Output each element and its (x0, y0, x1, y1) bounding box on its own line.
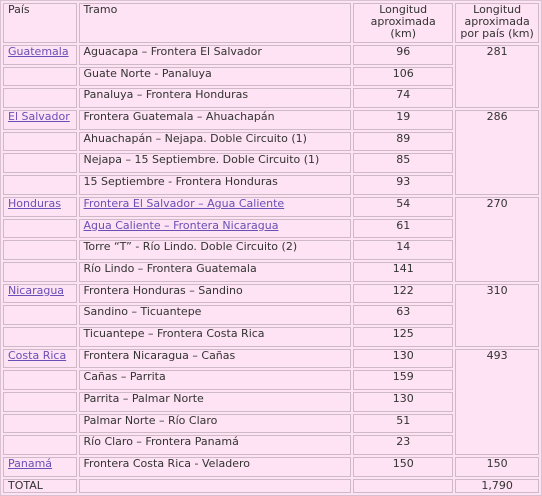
longitud-cell: 51 (353, 414, 453, 434)
table-body (3, 45, 539, 477)
tramo-cell (79, 197, 352, 217)
total-row (3, 479, 539, 493)
country-link[interactable]: Costa Rica (8, 348, 67, 362)
tramo-cell: Ticuantepe – Frontera Costa Rica (79, 327, 352, 347)
country-total-cell: 270 (455, 197, 539, 282)
country-cell-empty (3, 88, 77, 108)
grand-total: 1,790 (455, 479, 539, 493)
tramo-cell: Palmar Norte – Río Claro (79, 414, 352, 434)
country-total-cell: 286 (455, 110, 539, 195)
tramo-cell: Ahuachapán – Nejapa. Doble Circuito (1) (79, 132, 352, 152)
country-cell (3, 45, 77, 65)
country-cell-empty (3, 305, 77, 325)
longitud-cell: 96 (353, 45, 453, 65)
tramo-cell: Parrita – Palmar Norte (79, 392, 352, 412)
longitud-cell: 89 (353, 132, 453, 152)
country-link[interactable]: Guatemala (8, 45, 69, 58)
table-row (3, 457, 539, 477)
tramo-cell: Río Claro – Frontera Panamá (79, 435, 352, 455)
country-total-cell: 281 (455, 45, 539, 108)
country-total-cell: 493 (455, 349, 539, 455)
country-cell-empty (3, 327, 77, 347)
longitud-cell: 130 (353, 392, 453, 412)
longitud-cell: 122 (353, 284, 453, 304)
country-cell-empty (3, 370, 77, 390)
tramo-cell: Frontera Guatemala – Ahuachapán (79, 110, 352, 130)
tramo-link[interactable]: Frontera El Salvador – Agua Caliente (83, 196, 285, 210)
longitud-cell: 93 (353, 175, 453, 195)
country-cell (3, 349, 77, 369)
tramo-cell: Frontera Costa Rica - Veladero (79, 457, 352, 477)
tramo-cell: Sandino – Ticuantepe (79, 305, 352, 325)
longitud-cell: 23 (353, 435, 453, 455)
country-link[interactable]: Nicaragua (8, 283, 65, 297)
tramo-cell: Aguacapa – Frontera El Salvador (79, 45, 352, 65)
total-empty-tramo (79, 479, 352, 493)
tramo-cell: Río Lindo – Frontera Guatemala (79, 262, 352, 282)
tramo-cell: 15 Septiembre - Frontera Honduras (79, 175, 352, 195)
tramo-cell: Torre “T” - Río Lindo. Doble Circuito (2) (79, 240, 352, 260)
header-row (3, 3, 539, 43)
total-label: TOTAL (3, 479, 77, 493)
longitud-cell: 159 (353, 370, 453, 390)
country-total-cell: 150 (455, 457, 539, 477)
country-cell-empty (3, 175, 77, 195)
table-row (3, 110, 539, 130)
country-cell (3, 197, 77, 217)
total-empty-longitud (353, 479, 453, 493)
country-cell-empty (3, 153, 77, 173)
country-cell-empty (3, 435, 77, 455)
country-cell (3, 284, 77, 304)
header-longitud-por-pais: Longitud aproximada por país (km) (455, 3, 539, 43)
country-cell-empty (3, 132, 77, 152)
header-pais: País (3, 3, 77, 43)
table-row (3, 197, 539, 217)
tramo-cell: Cañas – Parrita (79, 370, 352, 390)
table-row (3, 45, 539, 65)
header-tramo: Tramo (79, 3, 352, 43)
longitud-cell: 19 (353, 110, 453, 130)
longitud-cell: 85 (353, 153, 453, 173)
longitud-cell: 61 (353, 219, 453, 239)
tramo-cell: Nejapa – 15 Septiembre. Doble Circuito (1) (79, 153, 352, 173)
longitud-cell: 125 (353, 327, 453, 347)
country-cell (3, 457, 77, 477)
longitud-cell: 141 (353, 262, 453, 282)
header-longitud: Longitud aproximada (km) (353, 3, 453, 43)
tramo-cell: Frontera Honduras – Sandino (79, 284, 352, 304)
country-cell-empty (3, 414, 77, 434)
country-link[interactable]: El Salvador (8, 110, 70, 124)
longitud-cell: 150 (353, 457, 453, 477)
country-cell-empty (3, 392, 77, 412)
table-row (3, 284, 539, 304)
tramo-cell: Panaluya – Frontera Honduras (79, 88, 352, 108)
country-cell-empty (3, 240, 77, 260)
tramo-cell: Frontera Nicaragua – Cañas (79, 349, 352, 369)
table-row (3, 349, 539, 369)
tramo-link[interactable]: Agua Caliente – Frontera Nicaragua (83, 218, 279, 232)
longitud-cell: 63 (353, 305, 453, 325)
longitud-cell: 74 (353, 88, 453, 108)
longitud-cell: 106 (353, 67, 453, 87)
longitud-cell: 54 (353, 197, 453, 217)
longitud-cell: 14 (353, 240, 453, 260)
country-total-cell: 310 (455, 284, 539, 347)
longitud-cell: 130 (353, 349, 453, 369)
country-cell-empty (3, 67, 77, 87)
country-cell-empty (3, 262, 77, 282)
country-link[interactable]: Panamá (8, 457, 53, 471)
country-cell (3, 110, 77, 130)
country-link[interactable]: Honduras (8, 196, 61, 210)
country-cell-empty (3, 219, 77, 239)
tramo-cell: Guate Norte - Panaluya (79, 67, 352, 87)
tramo-cell (79, 219, 352, 239)
